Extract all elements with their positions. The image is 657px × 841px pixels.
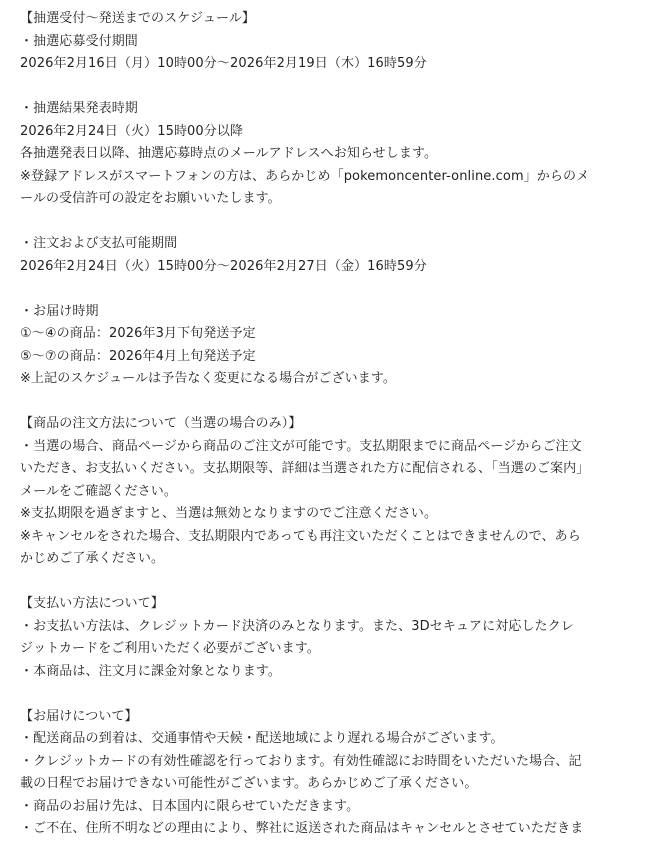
order-period-section [20, 233, 639, 278]
text-line: ・ご不在、住所不明などの理由により、弊社に返送された商品はキャンセルとさせていただきま [20, 821, 584, 836]
text-line: ・商品のお届け先は、日本国内に限らせていただきます。 [20, 798, 360, 814]
text-line: ※上記のスケジュールは予告なく変更になる場合がございます。 [20, 371, 396, 386]
spacer [20, 278, 639, 301]
spacer [20, 211, 639, 234]
spacer [20, 571, 639, 594]
text-line: メールをご確認ください。 [20, 483, 177, 499]
schedule-section [20, 8, 639, 76]
text-line: ・本商品は、注文月に課金対象となります。 [20, 663, 281, 679]
text-line: ・注文および支払可能期間 [20, 236, 178, 251]
order-method-section [20, 413, 639, 571]
text-line: 2026年2月24日（火）15時00分以降 [20, 123, 244, 139]
section-heading: 【支払い方法について】 [20, 596, 164, 611]
text-line: 載の日程でお届けできない可能性がございます。あらかじめご了承ください。 [20, 776, 478, 791]
text-line: ⑤～⑦の商品：2026年4月上旬発送予定 [20, 348, 256, 364]
text-line: ・当選の場合、商品ページから商品のご注文が可能です。支払期限までに商品ページからご注文 [20, 438, 582, 454]
delivery-period-section [20, 301, 639, 391]
text-line: いただき、お支払いください。支払期限等、詳細は当選された方に配信される、「当選のご案内」 [20, 461, 590, 476]
text-line: ・配送商品の到着は、交通事情や天候・配送地域により遅れる場合がございます。 [20, 731, 504, 746]
spacer [20, 683, 639, 706]
text-line: ※キャンセルをされた場合、支払期限内であっても再注文いただくことはできませんので、あら [20, 528, 581, 544]
text-line: かじめご了承ください。 [20, 551, 165, 566]
text-line: ※支払期限を過ぎますと、当選は無効となりますのでご注意ください。 [20, 506, 438, 521]
spacer [20, 76, 639, 99]
text-line: ※登録アドレスがスマートフォンの方は、あらかじめ「pokemoncenter-online.com」からのメ [20, 168, 590, 184]
text-line: 各抽選発表日以降、抽選応募時点のメールアドレスへお知らせします。 [20, 146, 438, 161]
text-line: 2026年2月16日（月）10時00分～2026年2月19日（木）16時59分 [20, 56, 427, 71]
payment-method-section [20, 593, 639, 683]
lottery-result-section [20, 98, 639, 211]
text-line: ・抽選応募受付期間 [20, 33, 138, 49]
text-line: ・お支払い方法は、クレジットカード決済のみとなります。また、3Dセキュアに対応したクレ [20, 618, 574, 634]
text-line: ・抽選結果発表時期 [20, 101, 138, 116]
delivery-section [20, 706, 639, 841]
text-line: ・お届け時期 [20, 303, 99, 319]
text-line: ・クレジットカードの有効性確認を行っております。有効性確認にお時間をいただいた場合、記 [20, 753, 582, 769]
text-line: 2026年2月24日（火）15時00分～2026年2月27日（金）16時59分 [20, 258, 427, 274]
section-heading: 【商品の注文方法について（当選の場合のみ）】 [20, 416, 302, 431]
section-heading: 【抽選受付～発送までのスケジュール】 [20, 11, 256, 26]
text-line: ールの受信許可の設定をお願いいたします。 [20, 191, 281, 206]
spacer [20, 391, 639, 414]
text-line: ジットカードをご利用いただく必要がございます。 [20, 641, 320, 656]
section-heading: 【お届けについて】 [20, 708, 138, 724]
text-line: ①～④の商品：2026年3月下旬発送予定 [20, 326, 256, 341]
